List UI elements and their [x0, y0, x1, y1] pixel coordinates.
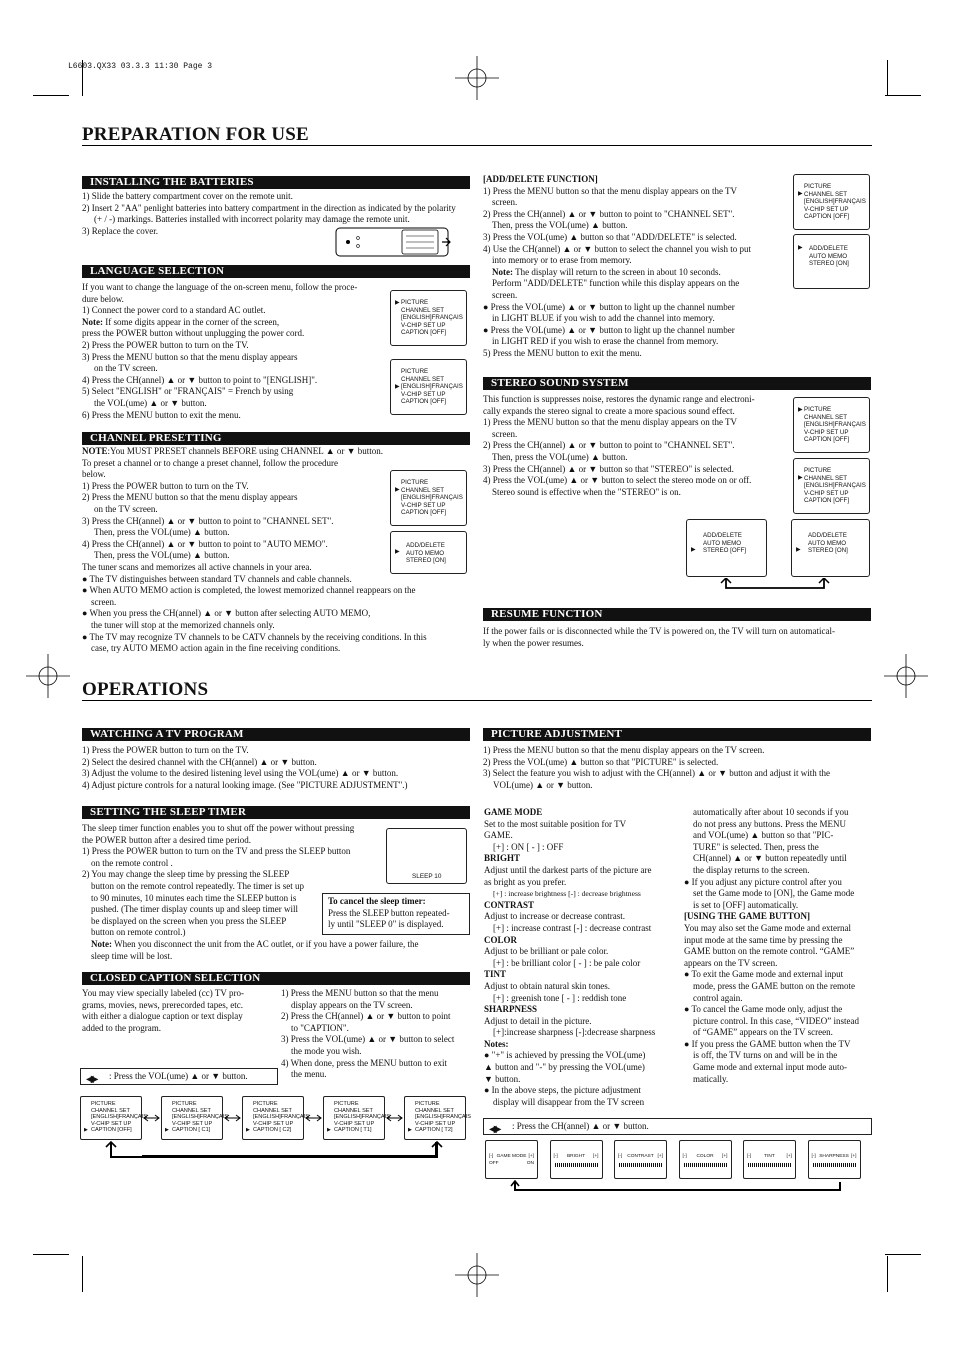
gauge-text: BRIGHT [566, 1154, 586, 1159]
picture-control-line: Adjust to increase or decrease contrast. [484, 911, 625, 922]
caption-screen-off: ▶ PICTURE CHANNEL SET [ENGLISH]FRANÇAIS V-CHIP SET UP CAPTION [OFF] [80, 1096, 142, 1140]
gauge-text: [-] [811, 1154, 816, 1159]
channel-presetting-text: NOTE:You MUST PRESET channels BEFORE using CHANNEL ▲ or ▼ button. To preset a channel or to change a preset channel, follow the procedure below. 1) Press the POWER button to turn on the TV. 2) Press the MENU button so that the menu display appears on the TV screen. 3) Press the CH(annel) ▲ or ▼ button to point to "CHANNEL SET". Then, press the VOL(ume) ▲ button. 4) Press the CH(annel) ▲ or ▼ button to point to "AUTO MEMO". Then, press the VOL(ume) ▲ button. The tuner scans and memorizes all active channels in your area. ● The TV distinguishes between standard TV channels and cable channels. ● When AUTO MEMO action is completed, the lowest memorized channel reappears on the screen. ● When you press the CH(annel) ▲ or ▼ button after selecting AUTO MEMO, the tuner will stop at the memorized channels only. ● The TV may recognize TV channels to be CATV channels by the receiving conditions. In this case, try AUTO MEMO action again in the fine receiving conditions. [82, 446, 427, 654]
picture-control-line: ● "+" is achieved by pressing the VOL(ume) [484, 1050, 646, 1061]
picture-control-line: the display returns to the screen. [693, 864, 810, 875]
menu-screen-stereo-on: ▶ ADD/DELETE AUTO MEMO STEREO [ON] [791, 519, 870, 577]
picture-control-line: Adjust to be brilliant or pale color. [484, 946, 609, 957]
registration-mark-icon [884, 654, 928, 698]
page-title-operations: OPERATIONS [82, 679, 209, 700]
section-header-caption: CLOSED CAPTION SELECTION [82, 972, 470, 985]
picture-control-line: ● To cancel the Game mode only, adjust the [684, 1004, 843, 1015]
menu-screen-stereo-2: ▶ PICTURE CHANNEL SET [ENGLISH]FRANÇAIS V-CHIP SET UP CAPTION [OFF] [793, 458, 870, 514]
gauge-text: ON [526, 1161, 534, 1166]
sleep-screen: SLEEP 10 [386, 828, 467, 884]
picture-control-line: and VOL(ume) ▲ button so that "PIC- [693, 830, 834, 841]
section-header-resume: RESUME FUNCTION [483, 608, 871, 621]
picture-control-line: as bright as you prefer. [484, 876, 567, 887]
menu-screen-add-delete-2: ▶ ADD/DELETE AUTO MEMO STEREO [ON] [793, 234, 870, 289]
picture-control-line: picture control. In this case, “VIDEO” instead [693, 1015, 859, 1026]
picture-control-line: [+] : greenish tone [ - ] : reddish tone [493, 992, 627, 1003]
caption-steps-text: 1) Press the MENU button so that the menu display appears on the TV screen. 2) Press the CH(annel) ▲ or ▼ button to point to "CAPTION". 3) Press the VOL(ume) ▲ or ▼ button to select the mode you wish. 4) When done, press the MENU button to exit the menu. [281, 988, 455, 1080]
picture-control-line: is off, the TV turns on and will be in the [693, 1050, 838, 1061]
section-header-sleep: SETTING THE SLEEP TIMER [82, 806, 470, 819]
crop-mark [887, 60, 888, 96]
registration-mark-icon [26, 654, 70, 698]
menu-screen-stereo-1: ▶ PICTURE CHANNEL SET [ENGLISH]FRANÇAIS V-CHIP SET UP CAPTION [OFF] [793, 397, 870, 453]
picture-control-line: ▲ button and "-" by pressing the VOL(ume) [484, 1062, 645, 1073]
picture-nav-note: ◀▶ : Press the CH(annel) ▲ or ▼ button. [483, 1118, 872, 1135]
picture-control-line: display will disappear from the TV screen [493, 1096, 645, 1107]
picture-controls-col1 [484, 807, 679, 1108]
picture-gauge-game-mode [485, 1140, 538, 1179]
picture-control-line: [+] : increase contrast [-] : decrease contrast [493, 922, 652, 933]
gauge-text: COLOR [696, 1154, 714, 1159]
picture-gauge-tint [743, 1140, 796, 1179]
picture-control-line: GAME MODE [484, 807, 543, 817]
caption-return-arrow [104, 1140, 444, 1160]
picture-control-line: TURE" is selected. Then, press the [693, 841, 819, 852]
left-right-arrow-icon: ◀▶ [86, 1074, 96, 1085]
language-text: If you want to change the language of the on-screen menu, follow the proce- dure below. 1) Connect the power cord to a standard AC outlet. Note: If some digits appear in the corner of the screen, press the POWER button without unplugging the power cord. 2) Press the POWER button to turn on the TV. 3) Press the MENU button so that the menu display appears on the TV screen. 4) Press the CH(annel) ▲ or ▼ button to point to "[ENGLISH]". 5) Select "ENGLISH" or "FRANÇAIS" = French by using the VOL(ume) ▲ or ▼ button. 6) Press the MENU button to exit the menu. [82, 282, 358, 420]
toggle-arrow-icon [720, 578, 830, 594]
picture-gauge-bright [550, 1140, 603, 1179]
gauge-text: [+] [657, 1154, 663, 1159]
registration-mark-icon [455, 56, 499, 100]
picture-control-line: [USING THE GAME BUTTON] [684, 911, 810, 922]
gauge-text: [+] [851, 1154, 857, 1159]
caption-screen-t1: ▶ PICTURE CHANNEL SET [ENGLISH]FRANÇAIS V-CHIP SET UP CAPTION [ T1] [323, 1096, 385, 1140]
picture-control-line: [+] : increase brightness [-] : decrease brightness [493, 889, 641, 899]
section-header-watching: WATCHING A TV PROGRAM [82, 728, 470, 741]
picture-control-line: appears on the TV screen. [684, 957, 778, 968]
gauge-text: [-] [618, 1154, 623, 1159]
gauge-text: SHARPNESS [819, 1154, 849, 1159]
picture-gauge-sharpness [808, 1140, 861, 1179]
caption-nav-note: ◀▶ : Press the VOL(ume) ▲ or ▼ button. [80, 1068, 278, 1085]
crop-mark [33, 95, 69, 96]
picture-control-line: GAME. [484, 830, 513, 841]
picture-control-line: GAME button on the remote control. “GAME” [684, 946, 855, 957]
registration-mark-icon [455, 1253, 499, 1297]
crop-mark [887, 1256, 888, 1292]
gauge-text: [-] [747, 1154, 752, 1159]
picture-control-line: [+] : be brilliant color [ - ] : be pale color [493, 957, 641, 968]
menu-screen-channel-set: ▶ PICTURE CHANNEL SET [ENGLISH]FRANÇAIS V-CHIP SET UP CAPTION [OFF] [390, 470, 467, 526]
gauge-text: [+] [786, 1154, 792, 1159]
picture-control-line: [+] : ON [ - ] : OFF [493, 841, 564, 852]
caption-screen-c2: ▶ PICTURE CHANNEL SET [ENGLISH]FRANÇAIS V-CHIP SET UP CAPTION [ C2] [242, 1096, 304, 1140]
picture-control-line: is set to [OFF] automatically. [693, 899, 799, 910]
picture-control-line: [+]:increase sharpness [-]:decrease sharpness [493, 1027, 656, 1038]
gauge-text: [+] [722, 1154, 728, 1159]
gauge-text: [-] [682, 1154, 687, 1159]
picture-control-line: of “GAME” appears on the TV screen. [693, 1027, 833, 1038]
menu-screen-add-delete-1: ▶ PICTURE CHANNEL SET [ENGLISH]FRANÇAIS V-CHIP SET UP CAPTION [OFF] [793, 174, 870, 230]
add-delete-text: [ADD/DELETE FUNCTION] 1) Press the MENU button so that the menu display appears on the TV screen. 2) Press the CH(annel) ▲ or ▼ button to point to "CHANNEL SET". Then, press the VOL(ume) ▲ button. 3) Press the VOL(ume) ▲ button so that "ADD/DELETE" is selected. 4) Use the CH(annel) ▲ or ▼ button to select the channel you wish to put into memory or to erase from memory. Note: The display will return to the screen in about 10 seconds. Perform "ADD/DELETE" function while this display appears on the screen. ● Press the VOL(ume) ▲ or ▼ button to light up the channel number in LIGHT BLUE if you wish to add the channel into memory. ● Press the VOL(ume) ▲ or ▼ button to light up the channel number in LIGHT RED if you wish to erase the channel from memory. 5) Press the MENU button to exit the menu. [483, 174, 752, 358]
picture-control-line: Game mode and external input mode auto- [693, 1062, 847, 1073]
print-header: L6603.QX33 03.3.3 11:30 Page 3 [68, 62, 213, 71]
gauge-bar [748, 1163, 791, 1167]
gauge-bar [684, 1163, 727, 1167]
picture-control-line: TINT [484, 969, 507, 980]
crop-mark [82, 1256, 83, 1292]
picture-steps-text: 1) Press the MENU button so that the menu display appears on the TV screen. 2) Press the VOL(ume) ▲ button so that "PICTURE" is selected. 3) Select the feature you wish to adjust with the CH(annel) ▲ or ▼ button and adjust it with the VOL(ume) ▲ or ▼ button. [483, 745, 830, 790]
menu-screen-language: ▶ PICTURE CHANNEL SET [ENGLISH]FRANÇAIS V-CHIP SET UP CAPTION [OFF] [390, 359, 467, 415]
title-rule [82, 700, 872, 701]
picture-control-line: matically. [693, 1073, 729, 1084]
picture-control-line: do not press any buttons. Press the MENU [693, 818, 846, 829]
sleep-note: Note: When you disconnect the unit from the AC outlet, or if you have a power failure, the sleep time will be lost. [91, 939, 419, 961]
crop-mark [885, 1254, 921, 1255]
picture-control-line: Adjust to detail in the picture. [484, 1015, 592, 1026]
gauge-text: [+] [593, 1154, 599, 1159]
gauge-bar [555, 1163, 598, 1167]
picture-control-line: input mode at the same time by pressing the [684, 934, 843, 945]
picture-control-line: You may also set the Game mode and external [684, 922, 852, 933]
cancel-sleep-note: To cancel the sleep timer: Press the SLEEP button repeated- ly until "SLEEP 0" is displayed. [322, 893, 470, 935]
page-title-preparation: PREPARATION FOR USE [82, 124, 309, 145]
title-rule [82, 145, 872, 146]
menu-screen-stereo-off: ▶ ADD/DELETE AUTO MEMO STEREO [OFF] [686, 519, 767, 577]
gauge-text: TINT [764, 1154, 775, 1159]
picture-control-line: ● If you press the GAME button when the TV [684, 1038, 851, 1049]
sleep-text: The sleep timer function enables you to shut off the power without pressing the POWER button after a desired time period. 1) Press the POWER button to turn on the TV and press the SLEEP button on the remote control . 2) You may change the sleep time by pressing the SLEEP button on the remote control repeatedly. The timer is set up to 90 minutes, 10 minutes each time the SLEEP button is pushed. (The timer display counts up and sleep timer will be displayed on the screen when you press the SLEEP button on remote control.) [82, 823, 355, 938]
picture-gauge-contrast [614, 1140, 667, 1179]
picture-gauge-color [679, 1140, 732, 1179]
picture-control-line: mode, press the GAME button on the remote [693, 980, 855, 991]
picture-controls-col2 [684, 807, 876, 1085]
picture-control-line: Set to the most suitable position for TV [484, 818, 627, 829]
picture-control-line: set the Game mode to [ON], the Game mode [693, 888, 855, 899]
caption-intro-text: You may view specially labeled (cc) TV pro- grams, movies, news, prerecorded tapes, etc. with either a dialogue caption or text display added to the program. [82, 988, 244, 1033]
picture-control-line: COLOR [484, 934, 518, 945]
left-right-arrow-icon: ◀▶ [489, 1124, 499, 1135]
picture-control-line: automatically after about 10 seconds if you [693, 807, 849, 817]
caption-screen-c1: ▶ PICTURE CHANNEL SET [ENGLISH]FRANÇAIS V-CHIP SET UP CAPTION [ C1] [161, 1096, 223, 1140]
stereo-text: This function is suppresses noise, restores the dynamic range and electroni- cally expands the stereo signal to create a more spacious sound effect. 1) Press the MENU button so that the menu display appears on the TV screen. 2) Press the CH(annel) ▲ or ▼ button to point to "CHANNEL SET". Then, press the VOL(ume) ▲ button. 3) Press the CH(annel) ▲ or ▼ button so that "STEREO" is selected. 4) Press the VOL(ume) ▲ or ▼ button to select the stereo mode on or off. Stereo sound is effective when the "STEREO" is on. [483, 394, 755, 497]
resume-text: If the power fails or is disconnected while the TV is powered on, the TV will turn on automatical- ly when the power resumes. [483, 626, 836, 648]
watching-text: 1) Press the POWER button to turn on the TV. 2) Select the desired channel with the CH(annel) ▲ or ▼ button. 3) Adjust the volume to the desired listening level using the VOL(ume) ▲ or ▼ button. 4) Adjust picture controls for a natural looking image. (See "PICTURE ADJUSTMENT".) [82, 745, 408, 790]
gauge-return-arrow [510, 1180, 845, 1194]
section-header-picture: PICTURE ADJUSTMENT [483, 728, 871, 741]
gauge-text: OFF [489, 1161, 499, 1166]
gauge-bar [619, 1163, 662, 1167]
picture-control-line: ● In the above steps, the picture adjustment [484, 1085, 641, 1096]
picture-control-line: ▼ button. [484, 1073, 521, 1084]
picture-control-line: BRIGHT [484, 853, 521, 864]
section-header-language: LANGUAGE SELECTION [82, 265, 470, 278]
menu-screen-picture: ▶ PICTURE CHANNEL SET [ENGLISH]FRANÇAIS V-CHIP SET UP CAPTION [OFF] [390, 290, 467, 346]
batteries-text: 1) Slide the battery compartment cover on the remote unit. 2) Insert 2 "AA" penlight batteries into battery compartment in the direction as indicated by the polarity (+ / -) markings. Batteries installed with incorrect polarity may damage the remote unit. 3) Replace the cover. [82, 191, 456, 236]
gauge-text: [-] [489, 1154, 494, 1159]
picture-control-line: SHARPNESS [484, 1004, 538, 1015]
gauge-text: [-] [553, 1154, 558, 1159]
picture-control-line: ● If you adjust any picture control after you [684, 876, 842, 887]
picture-control-line: CH(annel) ▲ or ▼ button repeatedly until [693, 853, 847, 864]
picture-control-line: Adjust until the darkest parts of the picture are [484, 864, 652, 875]
picture-control-line: ● To exit the Game mode and external input [684, 969, 844, 980]
picture-control-line: Adjust to obtain natural skin tones. [484, 980, 610, 991]
section-header-channel-presetting: CHANNEL PRESETTING [82, 432, 470, 445]
menu-screen-auto-memo: ▶ ADD/DELETE AUTO MEMO STEREO [ON] [390, 531, 467, 574]
crop-mark [33, 1254, 69, 1255]
crop-mark [885, 95, 921, 96]
gauge-bar [813, 1163, 856, 1167]
picture-control-line: CONTRAST [484, 899, 535, 910]
caption-screen-t2: ▶ PICTURE CHANNEL SET [ENGLISH]FRANÇAIS V-CHIP SET UP CAPTION [ T2] [404, 1096, 466, 1140]
section-header-batteries: INSTALLING THE BATTERIES [82, 176, 470, 189]
picture-control-line: Notes: [484, 1038, 509, 1049]
gauge-text: GAME MODE [496, 1154, 527, 1159]
picture-control-line: control again. [693, 992, 743, 1003]
remote-battery-illustration [334, 224, 452, 260]
gauge-text: CONTRAST [627, 1154, 654, 1159]
gauge-text: [+] [528, 1154, 534, 1159]
section-header-stereo: STEREO SOUND SYSTEM [483, 377, 871, 390]
